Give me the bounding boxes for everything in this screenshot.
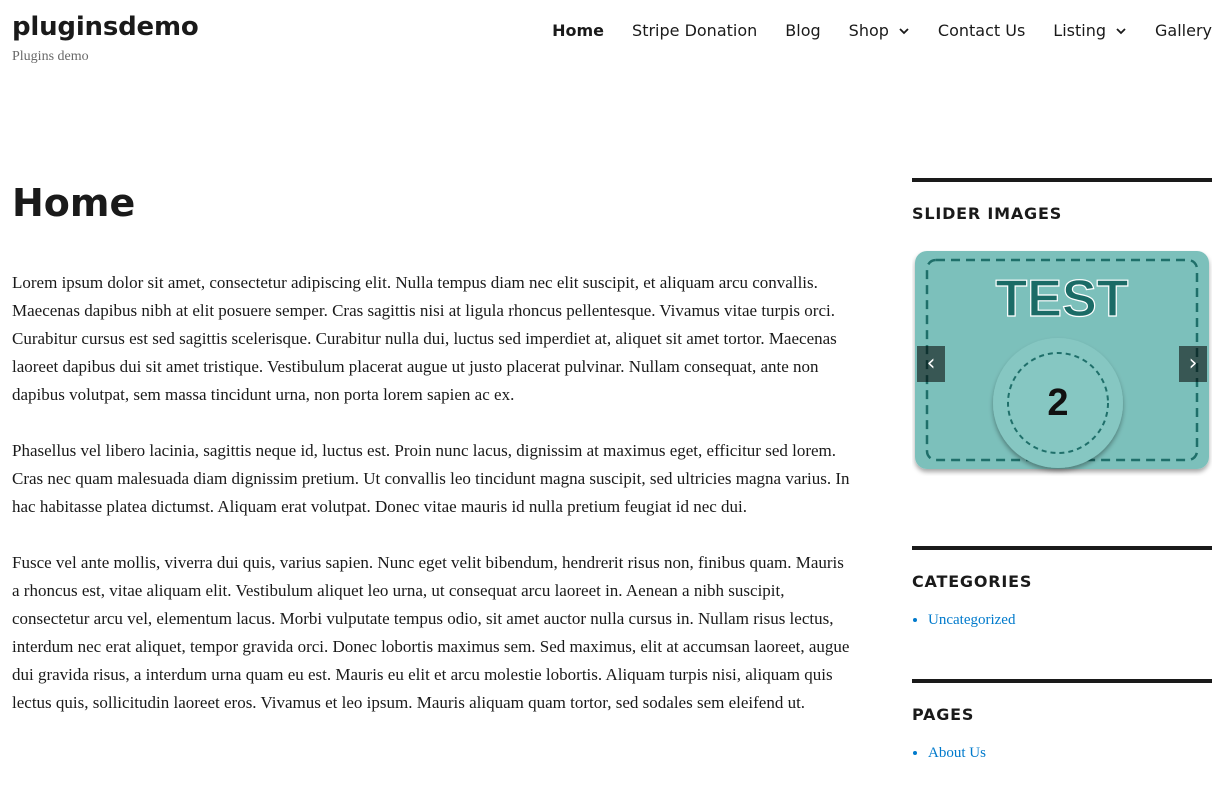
slide-number: 2 [1047, 382, 1069, 424]
site-title[interactable]: pluginsdemo [12, 12, 199, 42]
nav-item-shop[interactable] [849, 17, 910, 45]
nav-item-label: Gallery [1155, 21, 1212, 40]
page-link-about-us[interactable]: About Us [928, 745, 986, 761]
nav-item-label: Listing [1053, 21, 1107, 40]
paragraph: Lorem ipsum dolor sit amet, consectetur adipiscing elit. Nulla tempus diam nec elit suscipit, et aliquam arcu convallis. Maecenas dapibus nibh at elit posuere semper. Cras sagittis nisi at ligula rhoncus pellentesque. Vivamus vitae turpis orci. Curabitur cursus est sed sagittis scelerisque. Curabitur nulla dui, luctus sed imperdiet at, aliquet sit amet tortor. Maecenas laoreet dapibus dui sit amet tristique. Vestibulum placerat augue ut justo placerat pulvinar. Nullam consequat, ante non dapibus volutpat, sem massa tincidunt urna, non porta lorem sapien ac ex. [12, 273, 837, 404]
category-list [912, 608, 1212, 632]
category-link-uncategorized[interactable]: Uncategorized [928, 612, 1016, 628]
chevron-down-icon[interactable] [1115, 25, 1127, 37]
page-list [912, 741, 1212, 765]
site-tagline: Plugins demo [12, 49, 89, 64]
slider-widget [912, 178, 1212, 476]
nav-item-label: Blog [785, 21, 821, 40]
list-item [928, 741, 1212, 765]
page-title: Home [12, 181, 136, 225]
sidebar [912, 178, 1212, 765]
nav-item-stripe-donation[interactable] [632, 17, 757, 45]
widget-title: SLIDER IMAGES [912, 204, 1063, 223]
slider-prev-button[interactable]: ‹ [917, 346, 945, 382]
slider-next-button[interactable]: › [1179, 346, 1207, 382]
main-nav [552, 17, 1212, 45]
paragraph: Phasellus vel libero lacinia, sagittis neque id, luctus est. Proin nunc lacus, dignissim at maximus eget, efficitur sed lorem. Cras nec quam malesuada diam dignissim pretium. Ut convallis leo tincidunt magna suscipit, sed ultricies magna varius. In hac habitasse platea dictumst. Aliquam erat volutpat. Donec vitae mauris id nulla pretium feugiat id nec dui. [12, 441, 850, 516]
nav-item-label: Contact Us [937, 21, 1026, 40]
nav-item-blog[interactable] [785, 17, 820, 45]
widget-title: PAGES [912, 705, 975, 724]
nav-item-home[interactable] [552, 17, 604, 45]
nav-item-label: Shop [848, 21, 889, 40]
slide-heading: TEST [995, 270, 1129, 328]
nav-item-listing[interactable] [1053, 17, 1127, 45]
widget-title: CATEGORIES [912, 572, 1033, 591]
paragraph: Fusce vel ante mollis, viverra dui quis, varius sapien. Nunc eget velit bibendum, hendrerit risus non, finibus quam. Mauris a rhoncus est, vitae aliquam elit. Vestibulum aliquet leo urna, ut consequat arcu laoreet in. Aenean a nibh suscipit, consectetur arcu vel, elementum lacus. Morbi vulputate tempus odio, sit amet auctor nulla cursus in. Nullam risus lectus, interdum nec erat aliquet, tempor gravida orci. Donec lobortis maximus sem. Sed maximus, elit at accumsan laoreet, augue dui gravida risus, a interdum urna quam eu est. Mauris eu elit et arcu molestie lobortis. Aliquam turpis nisi, aliquam quis lectus quis, sollicitudin laoreet eros. Vivamus et leo ipsum. Mauris aliquam quam tortor, sed sodales sem eleifend ut. [12, 553, 850, 712]
categories-widget [912, 546, 1212, 632]
list-item [928, 608, 1212, 632]
image-slider[interactable] [912, 250, 1212, 476]
pages-widget [912, 679, 1212, 765]
slide-image [912, 250, 1212, 476]
nav-item-label: Stripe Donation [632, 21, 758, 40]
nav-item-gallery[interactable] [1155, 17, 1212, 45]
nav-item-label: Home [552, 21, 605, 40]
chevron-down-icon[interactable] [898, 25, 910, 37]
nav-item-contact-us[interactable] [938, 17, 1025, 45]
entry-content [12, 269, 852, 745]
